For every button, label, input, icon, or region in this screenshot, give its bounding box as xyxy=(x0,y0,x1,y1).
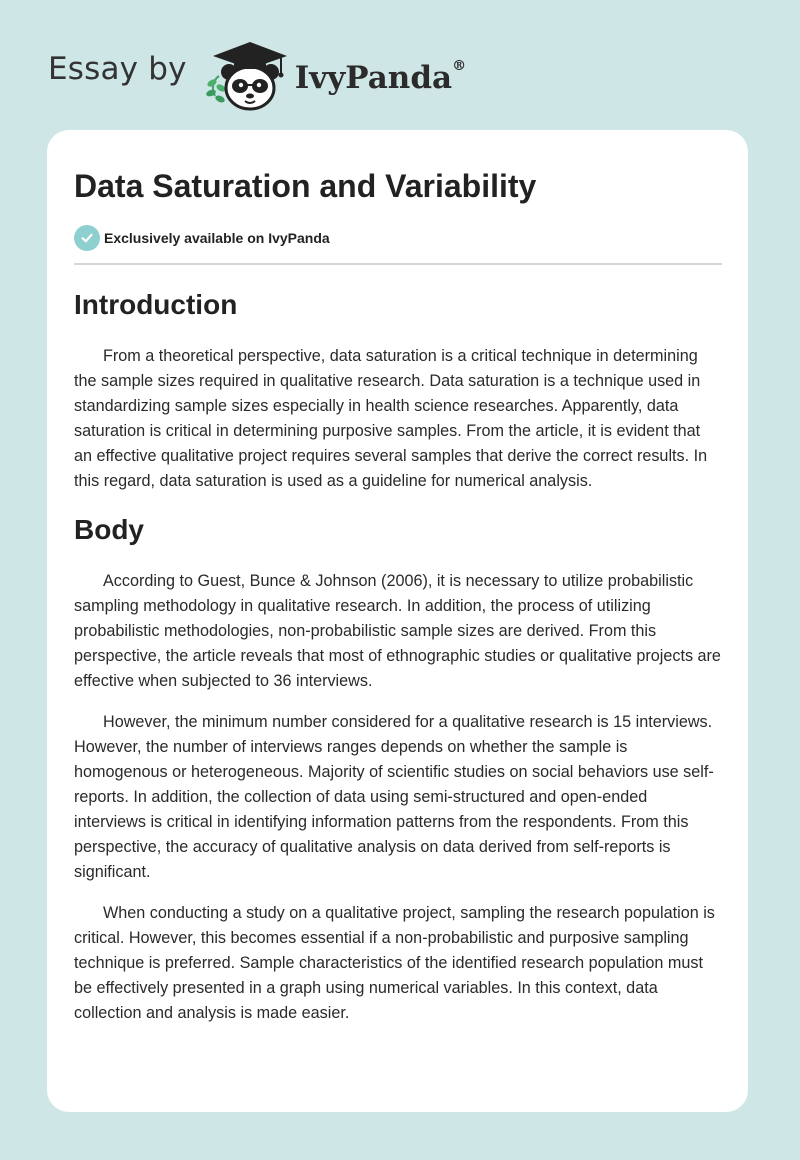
section-heading: Body xyxy=(74,514,144,545)
divider xyxy=(74,263,722,265)
brand-header[interactable] xyxy=(48,34,466,114)
paragraph: From a theoretical perspective, data saturation is a critical technique in determining the sample sizes required in qualitative research. Data saturation is a technique used in standardizing sample sizes especially in health science researches. Apparently, data saturation is critical in determining purposive samples. From the article, it is evident that an effective qualitative project requires several samples that derive the correct results. In this regard, data saturation is used as a guideline for numerical analysis. xyxy=(74,347,708,490)
badge-text: Exclusively available on IvyPanda xyxy=(104,230,330,246)
check-icon xyxy=(74,225,100,251)
brand-name: IvyPanda® xyxy=(294,58,467,96)
brand-prefix: Essay by xyxy=(48,51,187,87)
panda-logo-icon xyxy=(201,36,291,112)
paragraph: However, the minimum number considered for a qualitative research is 15 interviews. However, the number of interviews ranges depends on whether the sample is homogenous or heterogeneous. Majority of scientific studies on social behaviors use self-reports. In addition, the collection of data using semi-structured and open-ended interviews is critical in identifying information patterns from the respondents. From this perspective, the accuracy of qualitative analysis on data derived from self-reports is significant. xyxy=(74,713,714,881)
exclusive-badge xyxy=(74,225,722,251)
paragraph: According to Guest, Bunce & Johnson (2006), it is necessary to utilize probabilistic sampling methodology in qualitative research. In addition, the process of utilizing probabilistic methodologies, non-probabilistic sample sizes are derived. From this perspective, the article reveals that most of ethnographic studies or qualitative projects are effective when subjected to 36 interviews. xyxy=(74,572,721,690)
registered-mark: ® xyxy=(452,58,467,74)
section-heading: Introduction xyxy=(74,289,238,320)
page-title: Data Saturation and Variability xyxy=(74,168,537,204)
article-card xyxy=(47,130,748,1112)
paragraph: When conducting a study on a qualitative project, sampling the research population is critical. However, this becomes essential if a non-probabilistic and purposive sampling technique is preferred. Sample characteristics of the identified research population must be effectively presented in a graph using numerical variables. In this context, data collection and analysis is made easier. xyxy=(74,904,715,1022)
section-body xyxy=(74,512,722,1026)
section-introduction xyxy=(74,287,722,494)
